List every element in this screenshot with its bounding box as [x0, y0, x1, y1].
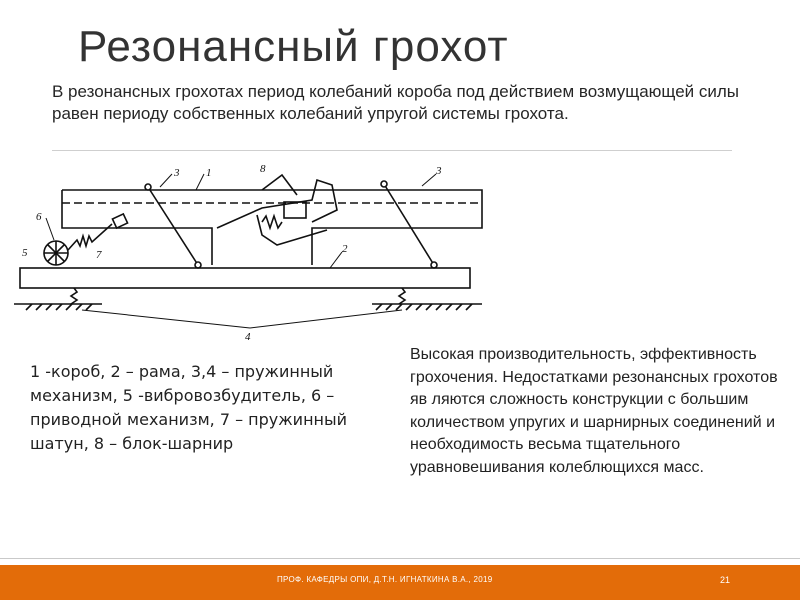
- footer-caption: ПРОФ. КАФЕДРЫ ОПИ, Д.Т.Н. ИГНАТКИНА В.А., 2019: [277, 575, 493, 584]
- label-7: 7: [96, 249, 102, 261]
- screen-diagram: [12, 160, 492, 350]
- label-8: 8: [260, 163, 266, 175]
- box-left: [62, 190, 212, 265]
- drive-block: [112, 214, 127, 228]
- notes-text: Высокая производительность, эффективность грохочения. Недостатками резонансных грохотов яв ляются сложность конструкции с большим количеством упругих и шарнирных соединений и необходимость весьма тщательного уравновешивания колеблющихся масс.: [410, 346, 778, 476]
- hinge-pointer: [262, 175, 297, 195]
- label-4: 4: [245, 331, 251, 343]
- hinge-spring: [262, 216, 282, 228]
- frame: [20, 268, 470, 288]
- label-3-right: 3: [436, 165, 442, 177]
- support-spring: [71, 288, 77, 304]
- spring-link-left: [148, 187, 198, 265]
- label-3-left: 3: [174, 167, 180, 179]
- spring-link-right: [384, 184, 434, 265]
- legend-text: 1 -короб, 2 – рама, 3,4 – пружинный механизм, 5 -вибровозбудитель, 6 – приводной механизм, 7 – пружинный шатун, 8 – блок-шарнир: [30, 362, 348, 453]
- bracket: [217, 180, 337, 228]
- label-2: 2: [342, 243, 348, 255]
- slide-title: Резонансный грохот: [78, 22, 509, 71]
- footer-divider: [0, 558, 800, 559]
- label-6: 6: [36, 211, 42, 223]
- intro-text: В резонансных грохотах период колебаний короба под действием возмущающей силы равен периоду собственных колебаний упругой системы грохота.: [52, 82, 739, 123]
- page-number: 21: [720, 575, 731, 585]
- label-5: 5: [22, 247, 28, 259]
- divider: [52, 150, 732, 151]
- label-1: 1: [206, 167, 212, 179]
